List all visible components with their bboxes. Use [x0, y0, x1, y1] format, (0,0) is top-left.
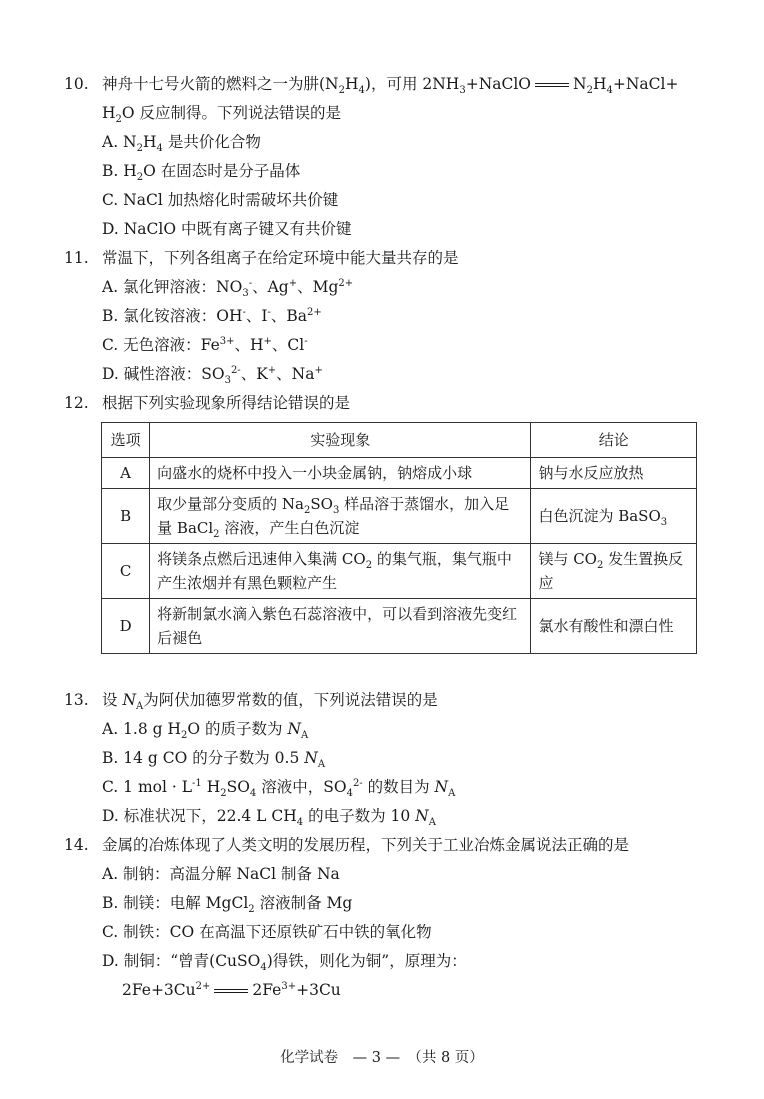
row-conclusion: 氯水有酸性和漂白性 [531, 599, 697, 654]
q11-option-b: B. 氯化铵溶液：OH-、I-、$Ba^{2+}$ [102, 306, 322, 325]
q10-stem-line2: $H_2O$ 反应制得。下列说法错误的是 [102, 104, 342, 126]
q14-option-b: B. 制镁：电解 MgCl$_2$ 溶液制备 Mg [102, 894, 353, 916]
table-header-row [102, 423, 697, 458]
row-phenomenon: 向盛水的烧杯中投入一小块金属钠，钠熔成小球 [150, 458, 531, 489]
q11-number: 11. [64, 249, 89, 267]
equals-double-line [214, 989, 248, 993]
table-row [102, 599, 697, 654]
row-option: D [102, 599, 150, 654]
row-phenomenon: 将镁条点燃后迅速伸入集满 $CO_2$ 的集气瓶，集气瓶中产生浓烟并有黑色颗粒产生 [150, 544, 531, 599]
q14-option-d: D. 制铜：“曾青(CuSO$_4$)得铁，则化为铜”，原理为： [102, 952, 467, 974]
q14-number: 14. [64, 836, 89, 854]
q10-number: 10. [64, 75, 89, 93]
q13-option-c: C. 1 mol · $L^{-1}$ $H_2SO_4$ 溶液中，$SO_4^{2-}$ 的数目为 $N_A$ [102, 777, 456, 800]
q13-option-a: A. 1.8 g $H_2O$ 的质子数为 $N_A$ [102, 720, 309, 742]
q13-stem: 设 $N_A$为阿伏加德罗常数的值，下列说法错误的是 [102, 691, 438, 713]
q13-option-b: B. 14 g CO 的分子数为 0.5 $N_A$ [102, 749, 326, 771]
row-conclusion: 镁与 $CO_2$ 发生置换反应 [531, 544, 697, 599]
row-phenomenon: 将新制氯水滴入紫色石蕊溶液中，可以看到溶液先变红后褪色 [150, 599, 531, 654]
experiment-table [101, 422, 697, 654]
header-phenomenon: 实验现象 [150, 423, 531, 458]
q14-option-c: C. 制铁：CO 在高温下还原铁矿石中铁的氧化物 [102, 923, 432, 941]
q11-stem: 常温下，下列各组离子在给定环境中能大量共存的是 [102, 249, 459, 267]
q10-option-b: B. $H_2O$ 在固态时是分子晶体 [102, 162, 301, 184]
header-option: 选项 [102, 423, 150, 458]
q10-option-a: A. $N_2H_4$ 是共价化合物 [102, 133, 261, 155]
equals-double-line [535, 83, 569, 87]
row-option: A [102, 458, 150, 489]
q11-option-d: D. 碱性溶液：$SO_3^{2-}$、K+、Na+ [102, 364, 323, 387]
q12-stem: 根据下列实验现象所得结论错误的是 [102, 394, 351, 412]
q13-option-d: D. 标准状况下，22.4 L $CH_4$ 的电子数为 10 $N_A$ [102, 807, 436, 829]
q12-number: 12. [64, 394, 89, 412]
row-conclusion: 钠与水反应放热 [531, 458, 697, 489]
row-option: B [102, 489, 150, 544]
q11-option-a: A. 氯化钾溶液：$NO_3^-$、Ag+、$Mg^{2+}$ [102, 277, 354, 300]
q13-number: 13. [64, 691, 89, 709]
table-row [102, 489, 697, 544]
table-row [102, 544, 697, 599]
q14-stem: 金属的冶炼体现了人类文明的发展历程，下列关于工业冶炼金属说法正确的是 [102, 836, 630, 854]
row-conclusion: 白色沉淀为 BaSO$_3$ [531, 489, 697, 544]
page-footer: 化学试卷 — 3 — （共 8 页） [280, 1050, 484, 1066]
q11-option-c: C. 无色溶液：$Fe^{3+}$、H+、Cl- [102, 335, 308, 354]
q10-stem-line1: 神舟十七号火箭的燃料之一为肼$(N_2H_4)$，可用 $2NH_3+NaClO$ $N_2H_4+NaCl+$ [102, 75, 679, 97]
header-conclusion: 结论 [531, 423, 697, 458]
row-option: C [102, 544, 150, 599]
table-row [102, 458, 697, 489]
q14-equation: $2Fe+3Cu^{2+}$ $2Fe^{3+}+3Cu$ [122, 980, 341, 999]
q10-option-c: C. NaCl 加热熔化时需破坏共价键 [102, 191, 339, 209]
row-phenomenon: 取少量部分变质的 $Na_2SO_3$ 样品溶于蒸馏水，加入足量 BaCl$_2$ 溶液，产生白色沉淀 [150, 489, 531, 544]
q14-option-a: A. 制钠：高温分解 NaCl 制备 Na [102, 865, 340, 883]
q10-option-d: D. NaClO 中既有离子键又有共价键 [102, 220, 352, 238]
